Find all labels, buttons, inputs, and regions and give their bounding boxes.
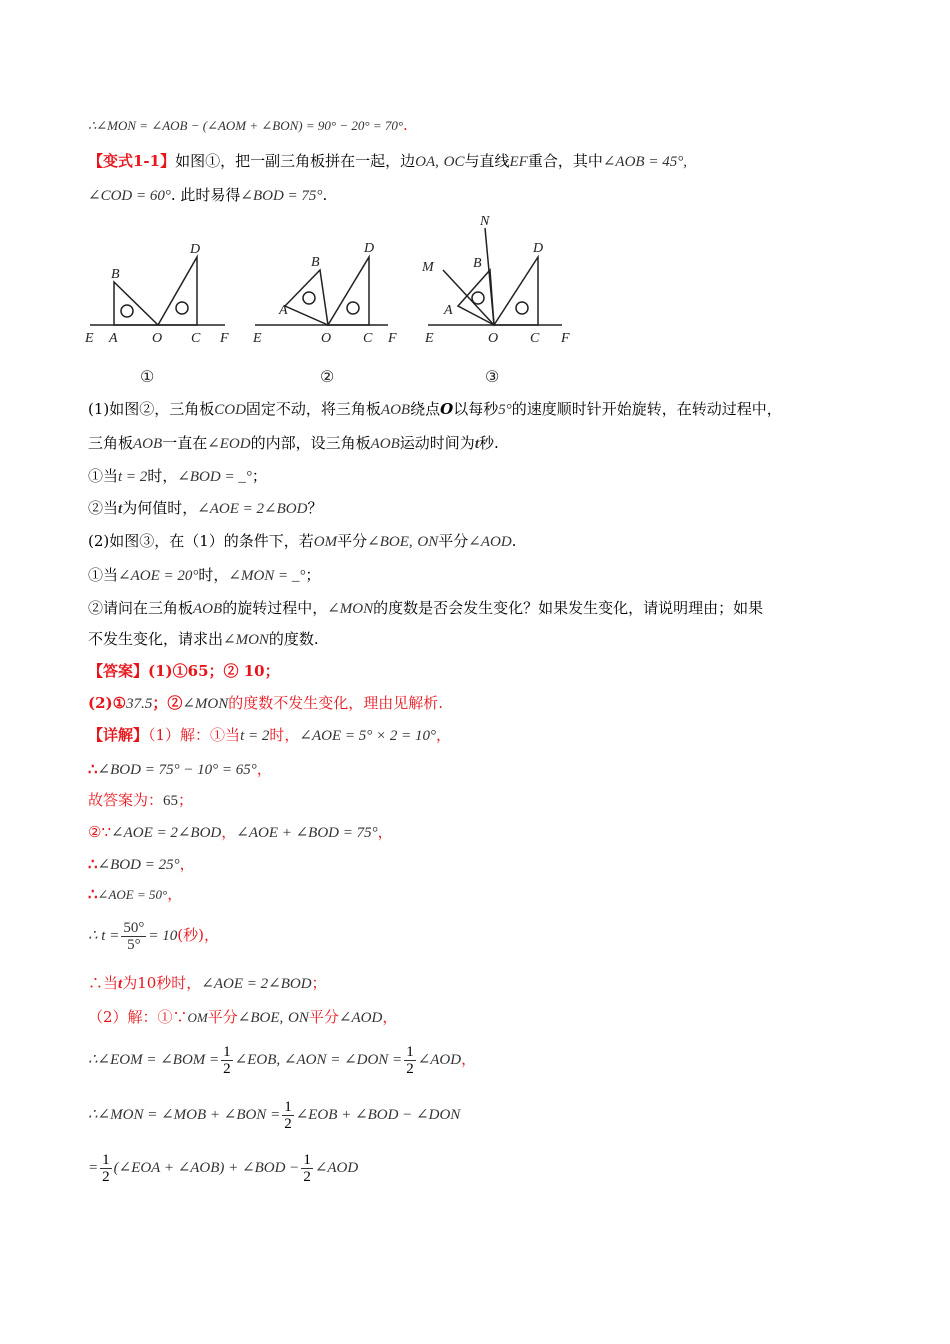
- detail-text: ，: [461, 1050, 477, 1068]
- detail-text: ∴: [88, 885, 98, 903]
- fig1-label-c: C: [191, 331, 201, 346]
- math: ∠AOD: [468, 534, 512, 550]
- problem-text: (2)如图③，在（1）的条件下，若: [88, 532, 314, 550]
- fig3-label-d: D: [533, 241, 544, 256]
- detail-text: ；: [311, 974, 327, 992]
- math: ∠AOD: [338, 1010, 383, 1026]
- fig1-label-f: F: [220, 331, 229, 346]
- detail-text: ②∵: [88, 823, 111, 841]
- problem-text: 固定不动，将三角板: [245, 400, 381, 418]
- problem-text: ；: [305, 566, 321, 584]
- math: = 10: [148, 928, 178, 944]
- fig2-label-c: C: [363, 331, 373, 346]
- part1-line-2: [88, 432, 499, 455]
- figures: [80, 210, 580, 390]
- detail-text: 故答案为：: [88, 791, 164, 809]
- denominator: 2: [406, 1060, 414, 1077]
- detail-text: ，: [256, 760, 272, 778]
- problem-text: 以每秒: [453, 400, 499, 418]
- math: ∠AOB = 45°,: [602, 154, 687, 170]
- answer-text: (1)①65；② 10；: [148, 662, 280, 680]
- answer-text: (2)①: [88, 694, 127, 712]
- fig3-label-m: M: [422, 260, 434, 275]
- detail-line-5: [88, 853, 195, 876]
- math: ∠AOE = 2∠BOD: [201, 976, 312, 992]
- detail-text: 平分: [308, 1008, 339, 1026]
- math: ∠AOE + ∠BOD = 75°: [236, 825, 378, 841]
- math: OM: [313, 534, 338, 550]
- math: OA,: [415, 154, 439, 170]
- math: OC: [443, 154, 465, 170]
- question-2-1: [88, 564, 320, 587]
- detail-text: ，: [221, 823, 237, 841]
- fig1-label-d: D: [190, 242, 201, 257]
- fig1-label-a: A: [109, 331, 118, 346]
- problem-text: 平分: [337, 532, 368, 550]
- problem-text: 运动时间为: [399, 434, 475, 452]
- math: ∴∠MON = ∠MOB + ∠BON =: [88, 1107, 281, 1123]
- math: OM: [187, 1010, 208, 1025]
- detail-text: ，: [382, 1008, 398, 1026]
- problem-text: 的旋转过程中，: [222, 599, 328, 617]
- fig3-caption: ③: [485, 369, 500, 386]
- math: ∠BOE,: [367, 534, 413, 550]
- problem-text: ？: [307, 499, 323, 517]
- detail-line-9: [88, 1006, 397, 1029]
- denominator: 2: [102, 1168, 110, 1185]
- detail-text: ∴: [88, 855, 98, 873]
- math: EF: [509, 154, 528, 170]
- problem-text: 如图①，把一副三角板拼在一起，边: [175, 152, 416, 170]
- math: ∠MON: [182, 696, 229, 712]
- problem-text: 时，: [198, 566, 229, 584]
- detail-text: 为10秒时，: [122, 974, 202, 992]
- answer-tag: 【答案】: [88, 662, 149, 680]
- detail-text: 时，: [269, 726, 300, 744]
- detail-text: ∴: [88, 760, 98, 778]
- detail-line-10: [88, 1042, 476, 1077]
- figure-3: [421, 214, 570, 386]
- question-1-2: [88, 497, 322, 520]
- detail-line-2: [88, 758, 272, 781]
- denominator: 2: [303, 1168, 311, 1185]
- answer-line-2: [88, 692, 443, 715]
- denominator: 2: [223, 1060, 231, 1077]
- problem-text: 平分: [438, 532, 469, 550]
- detail-tag: 【详解】: [88, 726, 149, 744]
- math: ∠BOD = _°: [177, 469, 252, 485]
- math: ∠AOD: [417, 1052, 462, 1068]
- math: ∠BOD = 75° − 10° = 65°: [97, 762, 257, 778]
- math: ∴ t =: [88, 928, 120, 944]
- math: ∠AOD: [314, 1160, 359, 1176]
- math: ∠AOE = 20°: [118, 568, 199, 584]
- detail-line-8: [88, 972, 327, 995]
- math: ∠BOD = 25°: [97, 857, 180, 873]
- fig3-label-o: O: [488, 331, 499, 346]
- math: ∠EOB, ∠AON = ∠DON =: [234, 1052, 403, 1068]
- problem-text: (1)如图②，三角板: [88, 400, 215, 418]
- problem-text: ②请问在三角板: [88, 599, 194, 617]
- top-dot: .: [403, 116, 408, 134]
- problem-text: 的内部，设三角板: [250, 434, 371, 452]
- fraction: [221, 1044, 233, 1077]
- problem-text: 三角板: [88, 434, 134, 452]
- detail-line-11: [88, 1097, 460, 1132]
- figure-1: [84, 242, 229, 386]
- math: ∠EOB + ∠BOD − ∠DON: [295, 1107, 461, 1123]
- fraction: [282, 1099, 294, 1132]
- detail-text: ∴当: [88, 974, 119, 992]
- math: ON: [417, 534, 439, 550]
- math: ∠EOD: [207, 436, 251, 452]
- math: ∠BOE,: [237, 1010, 284, 1026]
- detail-text: (秒): [177, 926, 204, 944]
- fig2-label-a: A: [279, 303, 288, 318]
- problem-text: 重合，其中: [527, 152, 603, 170]
- problem-text: 的速度顺时针开始旋转，在转动过程中，: [511, 400, 782, 418]
- math: ∠MON = _°: [228, 568, 306, 584]
- detail-line-6: [88, 883, 182, 906]
- problem-text: 不发生变化，请求出: [88, 630, 224, 648]
- problem-text: .: [322, 186, 328, 204]
- math: ∠AOE = 2∠BOD: [197, 501, 308, 517]
- fraction: [100, 1152, 112, 1185]
- problem-text: 秒.: [478, 434, 499, 452]
- denominator: 2: [284, 1115, 292, 1132]
- answer-text: 的度数不发生变化，理由见解析.: [228, 694, 444, 712]
- problem-text: 的度数是否会发生变化？如果发生变化，请说明理由；如果: [373, 599, 764, 617]
- math: ∠AOE = 2∠BOD: [111, 825, 222, 841]
- fig2-label-f: F: [388, 331, 397, 346]
- problem-text: ①当: [88, 467, 119, 485]
- fraction: [121, 920, 146, 953]
- fig1-caption: ①: [140, 369, 155, 386]
- fig3-label-n: N: [480, 214, 490, 229]
- math: ∴∠EOM = ∠BOM =: [88, 1052, 220, 1068]
- math: COD: [214, 402, 246, 418]
- variant-tag: 【变式1-1】: [88, 152, 176, 170]
- detail-text: ，: [179, 855, 195, 873]
- detail-text: ，: [167, 885, 183, 903]
- math: AOB: [133, 436, 163, 452]
- numerator: 1: [102, 1151, 110, 1168]
- fig3-label-c: C: [530, 331, 540, 346]
- problem-text: .: [511, 532, 517, 550]
- answer-line-1: [88, 660, 280, 682]
- fig3-label-e: E: [425, 331, 434, 346]
- detail-line-1: [88, 724, 451, 747]
- math: t = 2: [240, 728, 270, 744]
- math: ON: [288, 1010, 309, 1026]
- question-2-2-line-2: [88, 628, 319, 651]
- fig1-label-o: O: [152, 331, 163, 346]
- math: ∠MON: [327, 601, 374, 617]
- numerator: 1: [223, 1043, 231, 1060]
- math: t: [118, 976, 123, 992]
- math: t = 2: [118, 469, 148, 485]
- fig2-caption: ②: [320, 369, 335, 386]
- answer-text: ；②: [152, 694, 183, 712]
- problem-text: ②当: [88, 499, 119, 517]
- numerator: 50°: [123, 919, 145, 936]
- fig1-label-e: E: [85, 331, 94, 346]
- math: t: [474, 436, 479, 452]
- problem-line-1: [88, 150, 687, 173]
- detail-line-7: [88, 918, 219, 953]
- math: ∠AOE = 50°: [97, 887, 168, 902]
- detail-line-4: [88, 821, 393, 844]
- fig3-label-b: B: [473, 256, 482, 271]
- detail-line-12: [88, 1150, 358, 1185]
- part1-line-1: [88, 398, 782, 421]
- problem-text: 为何值时，: [122, 499, 198, 517]
- math: 5°: [498, 402, 512, 418]
- question-2-2-line-1: [88, 597, 763, 620]
- problem-text: 绕点: [410, 400, 441, 418]
- detail-line-3: [88, 789, 193, 812]
- math: ∠BOD = 75°: [240, 188, 323, 204]
- math: AOB: [380, 402, 411, 418]
- detail-text: （1）解：①当: [148, 726, 241, 744]
- problem-text: 的度数.: [268, 630, 319, 648]
- problem-text: 与直线: [464, 152, 510, 170]
- math: AOB: [370, 436, 400, 452]
- fig3-label-f: F: [561, 331, 570, 346]
- detail-text: ，: [377, 823, 393, 841]
- problem-text: 一直在: [162, 434, 208, 452]
- fraction: [301, 1152, 313, 1185]
- detail-text: ，: [435, 726, 451, 744]
- fig1-label-b: B: [111, 267, 120, 282]
- question-1-1: [88, 465, 267, 488]
- numerator: 1: [406, 1043, 414, 1060]
- top-formula: ∴∠MON = ∠AOB − (∠AOM + ∠BON) = 90° − 20° = 70°: [88, 118, 404, 133]
- fig3-label-a: A: [444, 303, 453, 318]
- problem-text: 时，: [147, 467, 178, 485]
- math: t: [118, 501, 123, 517]
- math: 37.5: [126, 696, 153, 712]
- math: AOB: [193, 601, 223, 617]
- detail-text: ；: [178, 791, 194, 809]
- math: =: [88, 1160, 99, 1176]
- math: O: [440, 400, 454, 418]
- part2-line-1: [88, 530, 516, 553]
- figure-2: [252, 241, 397, 386]
- numerator: 1: [303, 1151, 311, 1168]
- problem-text: . 此时易得: [170, 186, 241, 204]
- fig2-label-o: O: [321, 331, 332, 346]
- problem-text: ；: [251, 467, 267, 485]
- fig2-label-d: D: [364, 241, 375, 256]
- numerator: 1: [284, 1098, 292, 1115]
- math: ∠COD = 60°: [88, 188, 171, 204]
- problem-text: ①当: [88, 566, 119, 584]
- math: ∠AOE = 5° × 2 = 10°: [299, 728, 436, 744]
- math: 65: [163, 793, 179, 809]
- fraction: [404, 1044, 416, 1077]
- denominator: 5°: [127, 936, 141, 953]
- math: ∠MON: [223, 632, 269, 648]
- math: (∠EOA + ∠AOB) + ∠BOD −: [113, 1160, 300, 1176]
- detail-text: 平分: [207, 1008, 238, 1026]
- top-formula-line: [88, 114, 408, 137]
- fig2-label-b: B: [311, 255, 320, 270]
- problem-line-2: [88, 184, 327, 207]
- detail-text: （2）解：①∵: [88, 1008, 188, 1026]
- detail-text: ，: [203, 926, 219, 944]
- fig2-label-e: E: [253, 331, 262, 346]
